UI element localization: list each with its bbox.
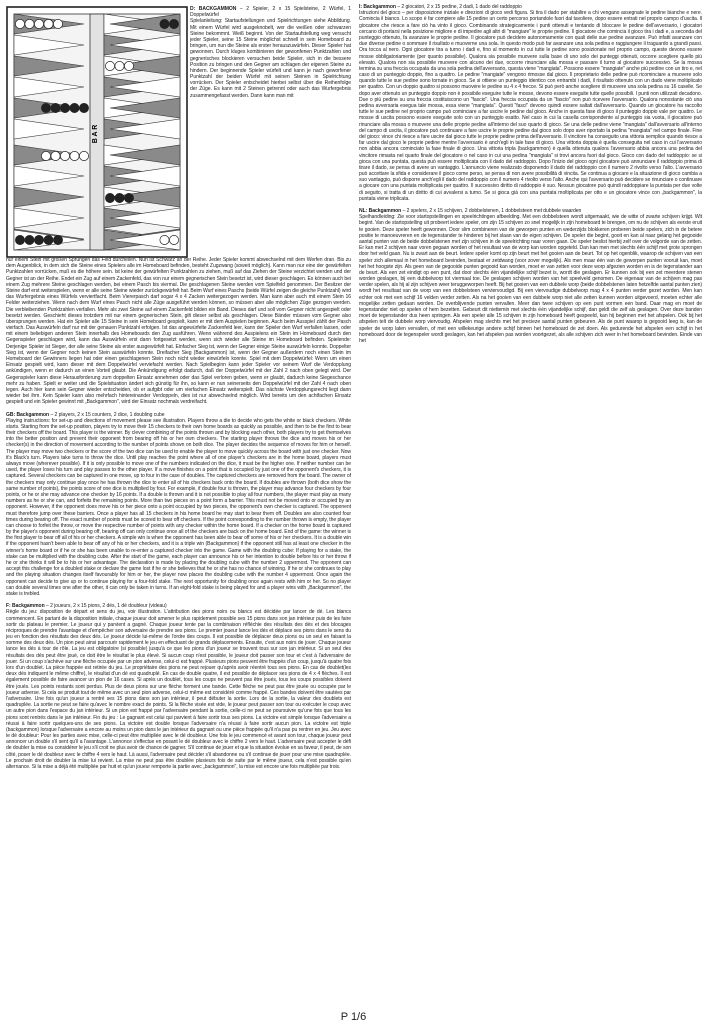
black-checker <box>25 235 34 244</box>
de-heading: D: BACKGAMMON <box>190 6 237 12</box>
it-heading: I: Backgammon <box>359 4 396 10</box>
it-intro: – 2 giocatori, 2 x 15 pedine, 2 dadi, 1 dado del raddoppio <box>395 4 522 10</box>
black-checker <box>53 235 62 244</box>
nl-heading: NL: Backgammon <box>359 208 402 214</box>
backgammon-board-illustration <box>6 6 188 258</box>
right-column <box>359 4 702 1014</box>
black-checker <box>70 103 79 112</box>
white-checker <box>124 61 133 70</box>
de-text-bottom: nur einem Stein mit großen Sprüngen das Feld durcheilen. Nun ist Schwarz an der Reihe. Jeder Spieler kommt abwechselnd mit dem Werfen dran. Bis zu dem Augenblick, in dem sich die Steine eines Spielers alle im Homeboard befinden, besteht Zugzwang (soweit möglich). Kann man nur eine der gewürfelten Punktzahlen vorrücken, muß es die höhere sein. Ist keine der gewürfelten Punktzahlen zu ziehen, muß auf das Ziehen der Steine verzichtet werden und der Gegner ist an der Reihe. Endet ein Zug auf einem Zackenfeld, das von nur einem gegnerischen Stein besetzt ist, wird dieser geschlagen. Es können auch bei einem Zug mehrere Steine geschlagen werden, bei einem Pasch bis viermal. Die geschlagenen Steine werden vom Spielfeld genommen. Der Besitzer der Steine darf erst weiterspielen, wenn er alle seine Steine wieder zurückgewürfelt hat. Beim Wurf eines Paschs (beide Würfel zeigen die gleiche Punktzahl) wird das Wurfergebnis eines Würfels verviertfacht. Beim Viererpasch darf sogar 4 x 4 Zacken weitergezogen werden. Man kann aber auch mit einem Stein 16 Felder weiterziehen. Wenn nach dem Wurf eines Pasch nicht alle Züge ausgeführt werden können, so müssen aber alle möglichen Züge gezogen werden. Die verbleibenden Punktzahlen verfallen. Mehr als zwei Steine auf einem Zackenfeld bilden ein Band. Dieses darf und soll vom Gegner nicht angespielt oder besetzt werden. Geschieht dieses trotzdem mit nur einem gegnerischen Stein, gilt dieser selbst als geschlagen. Diese Bänder müssen vom Gegner also übersprungen werden. Hat ein Spieler alle 15 Steine in sein Homeboard gespielt, kann er mit dem Auspielen beginnen. Auch beim Ausspiel zählt der Pasch vierfach. Das Auswürfeln darf nur mit der genauen Punktzahl erfolgen. Ist das angewürfelte Zackenfeld leer, kann der Spieler den Wurf verfallen lassen, oder mit einem beliebigen anderen Stein innerhalb des Homeboards den Zug ausführen. Wenn während des Auspielens ein Stein im Homeboard durch den Gegenspieler geschlagen wird, kann das Auswürfeln erst dann fortgesetzt werden, wenn sich wieder alle Steine im Homeboard befinden. Spielende: Derjenige Spieler ist Sieger, der alle seine Steine als erster ausgewürfelt hat. Einfacher Sieg ist, wenn der Gegner einige Steine auswürfeln konnte. Doppelter Sieg ist, wenn der Gegner noch keinen Stein auswürfeln konnte. Dreifacher Sieg (Backgammon) ist, wenn der Gegner außerdem noch einen Stein im Homeboard der Gewinners liegen hat oder einen geschlagenen Stein noch nicht wieder einwürfeln konnte. Spiel mit dem Doppelwürfel: Wenn um einen Einsatz gespielt wird, kann dieser mit dem Doppelwürfel verviefacht werden. Nach Spielbeginn kann jeder Spieler vor seinem Wurf die Verdopplung ankündigen, wenn er dadurch an einen Vorteil glaubt. Die Ankündigung erfolgt dadurch, daß der Doppelwürfel mit der Zahl 2 nach oben gelegt wird. Der Gegenspieler kann diese Herausforderung zum doppelten Einsatz annehmen oder das Spiel verloren geben, wenn er glaubt, dadurch keine Siegeschance mehr zu haben. Spielt er weiter und die Spielsituation ändert sich günstig für ihn, so kann er nun seinerseits den Doppelwürfel mit der Zahl 4 nach oben legen. Auch hier kann sein Gegner wieder entscheiden, ob er aufgibt oder um vierfachen Einsatz weiterspielt. Das nächste Verdopplungsrecht liegt dann wieder bei ihm. Kein Spieler kann also mehrfach hintereinander Verdoppeln, dies ist nur abwechselnd möglich. Wird bereits um den achtfachen Einsatz gespielt und ein Spieler gewinnt mit „Backgammon", wird der Einsatz nochmals verdreifacht. <box>6 257 351 406</box>
white-checker <box>34 19 43 28</box>
gb-intro: – 2 players, 2 x 15 counters, 2 dice, 1 doubling cube <box>49 411 165 418</box>
nl-intro: – 2 spelers, 2 x 15 schijven, 2 dobbelstenen, 1 dobbelsteen met dubbele waarden <box>401 208 582 214</box>
black-checker <box>79 103 88 112</box>
black-checker <box>44 235 53 244</box>
white-checker <box>15 19 24 28</box>
white-checker <box>160 235 169 244</box>
it-section <box>359 4 702 202</box>
de-intro: – 2 Spieler, 2 x 15 Spielsteine, 2 Würfel, 1 Doppelwürfel <box>190 6 351 19</box>
black-checker <box>60 103 69 112</box>
black-checker <box>169 19 178 28</box>
white-checker <box>79 151 88 160</box>
nl-section <box>359 208 702 344</box>
black-checker <box>115 193 124 202</box>
black-checker <box>160 19 169 28</box>
white-checker <box>44 19 53 28</box>
fr-intro: – 2 joueurs, 2 x 15 pions, 2 dés, 1 dé doubleur (videau) <box>44 603 167 610</box>
bar-label: B A R <box>92 124 99 144</box>
white-checker <box>41 151 50 160</box>
black-checker <box>41 103 50 112</box>
left-column <box>6 257 351 1017</box>
fr-heading: F: Backgammon <box>6 603 45 610</box>
white-checker <box>51 151 60 160</box>
black-checker <box>105 193 114 202</box>
white-checker <box>70 151 79 160</box>
white-checker <box>60 151 69 160</box>
black-checker <box>51 103 60 112</box>
white-checker <box>25 19 34 28</box>
page-number: P 1/6 <box>340 1011 367 1023</box>
de-text-top: Spielanleitung: Startaufstellungen und Spielrichtungen siehe Abbildung. Mit einem Würfel wird ausgeknobelt, wer die weißen oder schwarzen Steine bekommnt. Weiß beginnt. Von der Startaufstellung weg versucht jeder Spieler, seine 15 Steine möglichst schnell in sein Homeboard zu bringen, um nun die Steine als erster herauszuwürfeln. Dieser Spieler hat gewonnen. Durch kluges kombinieren der gewonfenen Punktzahlen und gegnerisches blockieren versuchen beide Spieler, sich in die bessere Position zu bringen und den Gegner am schlagen der eigenen Steine zu hindern. Der beginnende Spieler würfelt und kann je nach geworfener Punktzahl der beiden Würfel mit seinen Steinen in Spielrichtung vorrücken. Der Spieler entscheidet hierbei selbst über die Reihenfolge der Züge. Es kann mit 2 Steinen getrennt oder auch das Wurfergebnis zusammengefasst werden. Dann kann man mit <box>190 18 351 99</box>
gb-section <box>6 412 351 598</box>
white-checker <box>169 235 178 244</box>
black-checker <box>34 235 43 244</box>
fr-section <box>6 603 351 770</box>
white-checker <box>115 61 124 70</box>
white-checker <box>53 19 62 28</box>
de-section-top <box>190 6 351 256</box>
nl-text: Spelhandleiding: Zie voor startopstellingen en speelrichtingen afbeelding. Met een dobbelsteen wordt uitgemaakt, wie de witte of zwarte schijven krijgt. Wit begint. Van de startopstelling uit probeert iedere speler, om zijn 15 schijven zo snel mogelijk in zijn homeboard te brengen, om nu de schijven als eerste eruit te gooien. Deze speler heeft gewonnen. Door slim combineren van de geworpen punten en wederzijds blokkeren proberen beide spelers, zich in de betere positie te manoeuvreren en de tegenstander te hinderen bij het slaan van de eigen schijven. De speler die begint, gooit en kan al naar gelang het gegooide aantal punten van de beide dobbelstenen met zijn schijven in de speelrichting naar voren gaan. De speler beslist hierbij zelf over de volgorde van de zetten. Er kan met 2 schijven naar voren gegaan worden of het resultaat van de worp kan worden opgeteld. Dan kan men met slechts één schijf met grote sprongen door het veld gaan. Nu is zwart aan de beurt. Iedere speler komt op zijn beurt met het gooien aan de beurt. Tot op het ogenblik, waarop de schijven van een speler zich allemaal in het homeboard bevinden, bestaat er zetdwang (voor zover mogelijk). Als men maar één van de geworpen punten vooruit kan, moet het het hoogste zijn. Als geen van de gegooide punten gegooid kan worden, moet er van zetten voor deze worp afgezien worden en is de tegenstander aan de beurt. Als een zet eindigt op een punt, dat door slechts één vijandelijke schijf bezet is, wordt die geslagen. Er kunnen ook bij een zet meerdere stenen worden geslagen, bij een dubbelworp tot viermaal toe. De geslagen schijven worden van het speelveld genomen. De eigenaar van de schijven mag pas verder spelen, als hij al zijn schijven weer teruggeworpen heeft. Bij het gooien van een dubbele worp (beide dobbelstenen laten hetzelfde aantal punten zien) wordt het resultaat van de worp van een dobbelsteen verviervoudigd. Bij een viervoudige dubbelworp mag 4 x 4 punten verder gezet worden. Men kan echter ook met een schijf 16 velden verder zetten. Als na het gooien van een dubbele worp niet alle zetten kunnen worden uitgevoerd, moeten echter alle mogelijke zetten gedaan worden. De overblijvende punten vervallen. Meer dan twee schijven op een punt vormen een band. Daar mag en moet de tegenstander niet op spelen of hem bezetten. Gebeurt dit niettemin met slechts één vijandelijke schijf, dan geldt die zelf als geslagen. Over deze banden moet de tegenstander dus heen springen. Als een speler alle 15 schijven in zijn homeboard heeft gespeeld, kan hij beginnen met het afspelen. Ook bij het afspelen telt de dubbele worp viervoudig. Afspelen mag slechts met het precieze aantal punten gebeuren. Als de punt waarop is gegooid leeg is, kan de speler de worp laten vervallen, of met een willekeurige andere schijf binnen het homeboard de zet doen. Als gedurende het afspelen een schijf in het homeboard door de tegenspeler wordt geslagen, kan het afspelen pas worden voortgezet, als alle schijven zich weer in het homeboard bevinden. Einde van het <box>359 214 702 344</box>
gb-text: Playing instructions: for set-up and directions of movement please see illustration. Players throw a die to decide who gets the white or black checkers. White starts. Starting from the set-up position, players try to move their 15 checkers to their own home boards as quickly as possible, and then to be the first to bear their checkers off the board. This player is the winner. By clever combining of the points thrown and by blocking each other, both players try to get themselves into the better position and prevent their opponent from bearing off his or her own checkers. The starting player throws the dice and moves his or her checker(s) in the direction of movement according to the number of points shown on both dice. The player decides the sequence of moves for him or herself. The player may move two checkers or the score of the two dice can be used to enable the player to move quickly across the board with just one checker. Now it's Black's turn. Players take turns to throw the dice. Until play reaches the point where all of one player's checkers are in the home board, players must always move (wherever possible). If it is only possible to move one of the numbers indicated on the dice, it must be the higher one. If neither number can be used, the player loses his turn and play passes to the other player. If a move finishes on a point that is occupied by just one of the opponent's checkers, it is captured. Several checkers can be captured in one move, up to four in the case of doubles. The captured checkers are removed from the board. The owner of the checkers may only continue play once he has thrown the dice to enter all of his checkers back onto the board. If doubles are thrown (both dice show the same number of points), the points score of one dice is multiplied by four. For example, if double four is thrown, the player may advance four checkers by four points, or he or she may advance one checker by 16 points. If a double is thrown and it is not possible to play all four numbers, the player must play as many numbers as he or she can, and forfeits the remaining points. More than two pieces on a point form a barrier. This must not be moved onto or occupied by an opponent. However, if the opponent does move his or her piece onto a point occupied by two pieces, the opponent's own checker is captured. The opponent must therefore jump over these barriers. Once a player has all 15 checkers in his home board he may start to bear them off. Doubles are also counted four times during bearing off. The exact number of points must be scored to bear off checkers. If the point corresponding to the number thrown is empty, the player can choose to forfeit the throw, or move the respective number of points with any checker within the home board. If a checker on the home board is captured by the player's opponent during bearing off, bearing off can only continue once all of the checkers are back on the home board. End of the game: the winner is the first player to bear off all of his or her checkers. A simple win is when the opponent has been able to bear off some of his or her checkers. It is a double win if the opponent hasn't been able to bear off any of his or her checkers, and it is a triple win (Backgammon) if the opponent still has at least one checker in the winner's home board or if he or she has been unable to re-enter a captured checker into the game. Game with the doubling cube: If playing for a stake, the stake can be multiplied with the doubling cube. After the start of the game, each player can announce his or her intention to double before his or her throw if he or she thinks it will be to his or her advantage. The declaration is made by placing the doubling cube with the number 2 uppermost. The opponent can accept this challenge for a doubled stake or declare the game lost if he or she believes that he or she has no chance of winning. If he or she continues to play and the playing situation changes itself favourably for him or her, the player now places the doubling cube with the number 4 uppermost. Once again the opponent can decide to give up or to continue playing for a four-fold stake. The next opportunity for doubling once again rests with him or her. So no player can double several times one after the other, it can only be taken in turns. If an eight-fold stake is being played for and a player wins with „Backgammon", the stake is trebled. <box>6 417 351 597</box>
fr-text: Règle du jeu: disposition de départ et sens du jeu, voir illustration. L'attribution des pions noirs ou blancs est décidée par lancer de dé. Les blancs commencent. En partant de la disposition initiale, chaque joueur doit amener le plus rapidement possible ses 15 pions dans son jan intérieur puis de les faire sortir du plateau le premier. Le joueur qui y parvient a gagné. Chaque joueur tente par la combinaison réfléchie des résultats des dés et des blocages réciproques de prendre l'avantage et d'empêcher son adversaire de prendre ses pions. Le premier joueur lance les dés et déplace ses pions dans le sens du jeu en fonction des résultats des deux dés. Le joueur décide lui-même de l'ordre des coups. Il est possible de déplacer deux pions ou un seul en faisant la somme des deux dés. Un pion peut ainsi parcourir rapidement le jeu en effectuant de grands déplacements. Ensuite, c'est aux noirs de jouer. Chaque joueur lance les dés à tour de rôle. La jeu est obligatoire (si possible) jusqu'à ce que les pions d'un joueur se trouvent tous sur son jan intérieur. Si un seul des résultats des dés peut être joué, ce doit être le résultat le plus élevé. Si aucun coup n'est possible, le joueur doit passer son tour et c'est à l'adversaire de jouer. Si un coup s'achève sur une flèche occupée par un pion adverse, celui-ci est frappé. Plusieurs pions peuvent être frappés d'un coup, jusqu'à quatre fois lors d'un doublet. La pièce frappée est retirée du jeu. Le propriétaire des pions ne peut rejouer qu'après avoir réentré tous ses pions. En cas de doublet(les deux dés indiquent le même chiffre), le résultat d'un dé est quadruplé. En cas de double quatre, il est possible de déplacer ses pions de 4 x 4 flèches. Il est également possible de faire avancer un pion de 16 cases. Si après un doublet, tous les coups ne peuvent pas être joués, tous les coups possibles doivent être joués. Les points restants sont perdus. Plus de deux pions sur une flèche forment une bande. Cette flèche ne peut pas être jouée ou occupée par le joueur adverse. Si cela se produit tout de même avec un seul pion adverse, celui-ci même est considéré comme frappé. Ces bandes doivent être sautées par l'adversaire. Une fois qu'un joueur a rentré ses 15 pions dans son jan intérieur, il peut débuter la sortie. Lors de la sortie, la valeur des doublets est quadruplée. La sortie ne peut se faire qu'avec le nombre exact de points. Si la flèche visée est vide, le joueur peut passer son tour ou exécuter le coup avec un autre pion dans l'espace du jan intérieur. Si un pion est frappé par l'adversaire pendant la sortie, celle-ci ne peut se poursuivre qu'une fois que tous les pions sont rentrés dans le jan intérieur. Fin du jeu : Le gagnant est celui qui parvient à faire sortir tous ses pions. La victoire est simple lorsque l'adversaire a réussi à faire sortir quelques-uns de ses pions. La victoire est double lorsque l'adversaire n'a réussi à faire sortir aucun pion. La victoire est triple (backgammon) lorsque l'adversaire a encore au moins un pion dans le jan intérieur du gagnant ou une pièce frappée qu'il n'a pas pu rentrer en jeu. Jeu avec le dé doubleur: Pour les parties avec mise, celle-ci peut être multipliée avec le dé doubleur. Une fois le jeu commencé et avant son tour, chaque joueur peut annoncer un double s'il sent qu'il a l'avantage. L'annonce s'effectue en posant le dé doubleur avec le chiffre 2 vers le haut. L'adversaire peut accepter le défi de doubler la mise ou considérer le jeu s'il croit ne plus avoir de chance de gagner. S'il continue de jouer et que la situation évolue en sa faveur, il peut, de son côté, poser le dé doubleur avec le chiffre 4 vers le haut. Là aussi, l'adversaire peut décider s'il abandonne ou s'il continue de jouer pour une mise quadruplée. Le prochain droit de doubler la mise lui revient. La mise ne peut pas être doublée plusieurs fois de suite par le même joueur, cela n'est possible qu'en alternance. Si la mise a déjà été multipliée par huit et qu'un joueur remporte la partie avec „backgammon", la mise est encore une fois multipliée par trois. <box>6 609 351 770</box>
black-checker <box>15 235 24 244</box>
gb-heading: GB: Backgammon <box>6 411 50 418</box>
white-checker <box>105 61 114 70</box>
black-checker <box>124 193 133 202</box>
it-text: Istruzioni del gioco – per disposizione iniziale e direzioni di gioco vedi figura. Si tira il dado per stabilire a chi vengano assegnate le pedine bianche e nere. Comincia il bianco. Lo scopo è far compiere alle 15 pedine un certo percorso portandole fuori dal tavoliere, dopo essere entrati nel proprio campo d'uscita. Il giocatore che riesce a fare ciò ha vinto il gioco. Combinando strategicamente i punti ottenuti e tentando di bloccare le pedine dell'avversario, i giocatori cercano di portarsi nella posizione migliore e di impedire agli altri di "mangiare" le proprie pedine. Il giocatore che comincia il gioco tira i dadi e, a seconda del punteggio ottenuto, fa avanzare le proprie pedine. Il giocatore può decidere autonomamente con quali delle sue pedine avanzare. Può infatti avanzare con due diverse pedine o sommare il risultato e muoverne una sola. In questo modo può far avanzare una sola pedina e raggiungere il traguardo a grandi passi. Ora tocca al nero. Ogni giocatore tira a turno i dadi e, fino al momento in cui tutte le pedine sono posizionate nel proprio campo, queste devono essere mosse obbligatoriamente (per quanto possibile). Qualora sia possibile muovere sulla base di uno solo dei punteggi ottenuti, occorre scegliere quello più elevato. Qualora non sia possibile muovere con alcuno dei due, occorre rinunciare alla mossa e passare il turno al giocatore successivo. Se la mossa termina su una freccia occupata da una sola pedina dell'avversario, questa viene "mangiata". Possono essere "mangiate" anche più pedine con un tiro e, nel caso di un punteggio doppio, fino a quattro. Le pedine "mangiate" vengono rimosse dal gioco. Il proprietario delle pedine può ricominciare a muovere solo quando tutte le sue pedine sono tornate in gioco. Se si ottiene un punteggio identico con entrambi i dadi, il risultato ottenuto con un dado viene moltiplicato per quattro. Con un doppio quattro si possono muovere le pedine su 4 x 4 frecce. Si può però anche scegliere di muovere una sola pedina su 16 caselle. Se dopo aver ottenuto un punteggio doppio non è possibile eseguire tutte le mosse, devono essere eseguite tutte quelle possibili. I punti non utilizzati decadono. Due o più pedine su una freccia costituiscono un "fascio". Una freccia occupata da un "fascio" non può ricevere l'avversario. Qualora nonostante ciò una pedina avversaria esegua tale mossa, essa viene "mangiata". Questi "fasci" devono quindi essere saltati dall'avversario. Quando un giocatore ha raccolto tutte le sue pedine nel proprio campo può cominciare a far uscire le pedine dal gioco. Anche in questa fase di gioco il punteggio doppio vale per quattro. Le mosse di uscita possono essere eseguite solo con un punteggio esatto. Nel caso in cui la casella corrispondente al punteggio sia vuota, il giocatore può rinunciare alla mossa o muovere una delle proprie pedine all'interno del suo quarto di gioco. Se una delle pedine viene "mangiata" dall'avversario all'interno del campo di uscita, il giocatore può continuare a fare uscire le proprie pedine dal gioco solo dopo aver riportato la pedina "mangiata" nel campo finale. Fine del gioco: vince chi riesce a fare uscire dal gioco tutte le proprie pedine prima dell'avversario. Il vincitore ha conseguito una vittoria semplice quando riesce a far uscire dal gioco le proprie pedine mentre l'avversario è anch'egli in tale fase di gioco. Una vittoria doppia è quella conseguita nel caso in cui l'avversario non abbia ancora cominciato la fase finale di gioco. Una vittoria tripla (backgammon) è quella ottenuta qualora l'avversario abbia ancora una pedina del vincitore rimasta nel quarto finale del giocatore o nel caso in cui una pedina "mangiata" si trovi ancora fuori dal gioco. Gioco con dado del raddoppio: se si gioca con una puntata, questa può essere moltiplicata con il dado del raddoppio. Dopo l'inizio del gioco ogni giocatore può annunciare il raddoppio prima di tirare il dado, se pensa di avere un vantaggio. L'annuncio viene realizzato disponendo il dado del raddoppio con il numero 2 rivolto verso l'alto. L'avversario può accettare la sfida e considerare il gioco come perso, se pensa di non avere possibilità di vincita. Se continua a giocare e la situazione di gioco cambia a suo vantaggio, può disporre anch'egli il dado del raddoppio con il numero 4 rivolto verso l'alto. Anche qui l'avversario può decidere se rinunciare o continuare a giocare con una puntata moltiplicata per quattro. Il successivo diritto di raddoppio è suo. Nessun giocatore può quindi raddoppiare la puntata per due volte di seguito, si tratta di un diritto di cui avvalersi a turno. Se si gioca già con una puntata moltiplicata per otto e un giocatore vince con „backgammon", la puntata viene triplicata. <box>359 10 702 202</box>
